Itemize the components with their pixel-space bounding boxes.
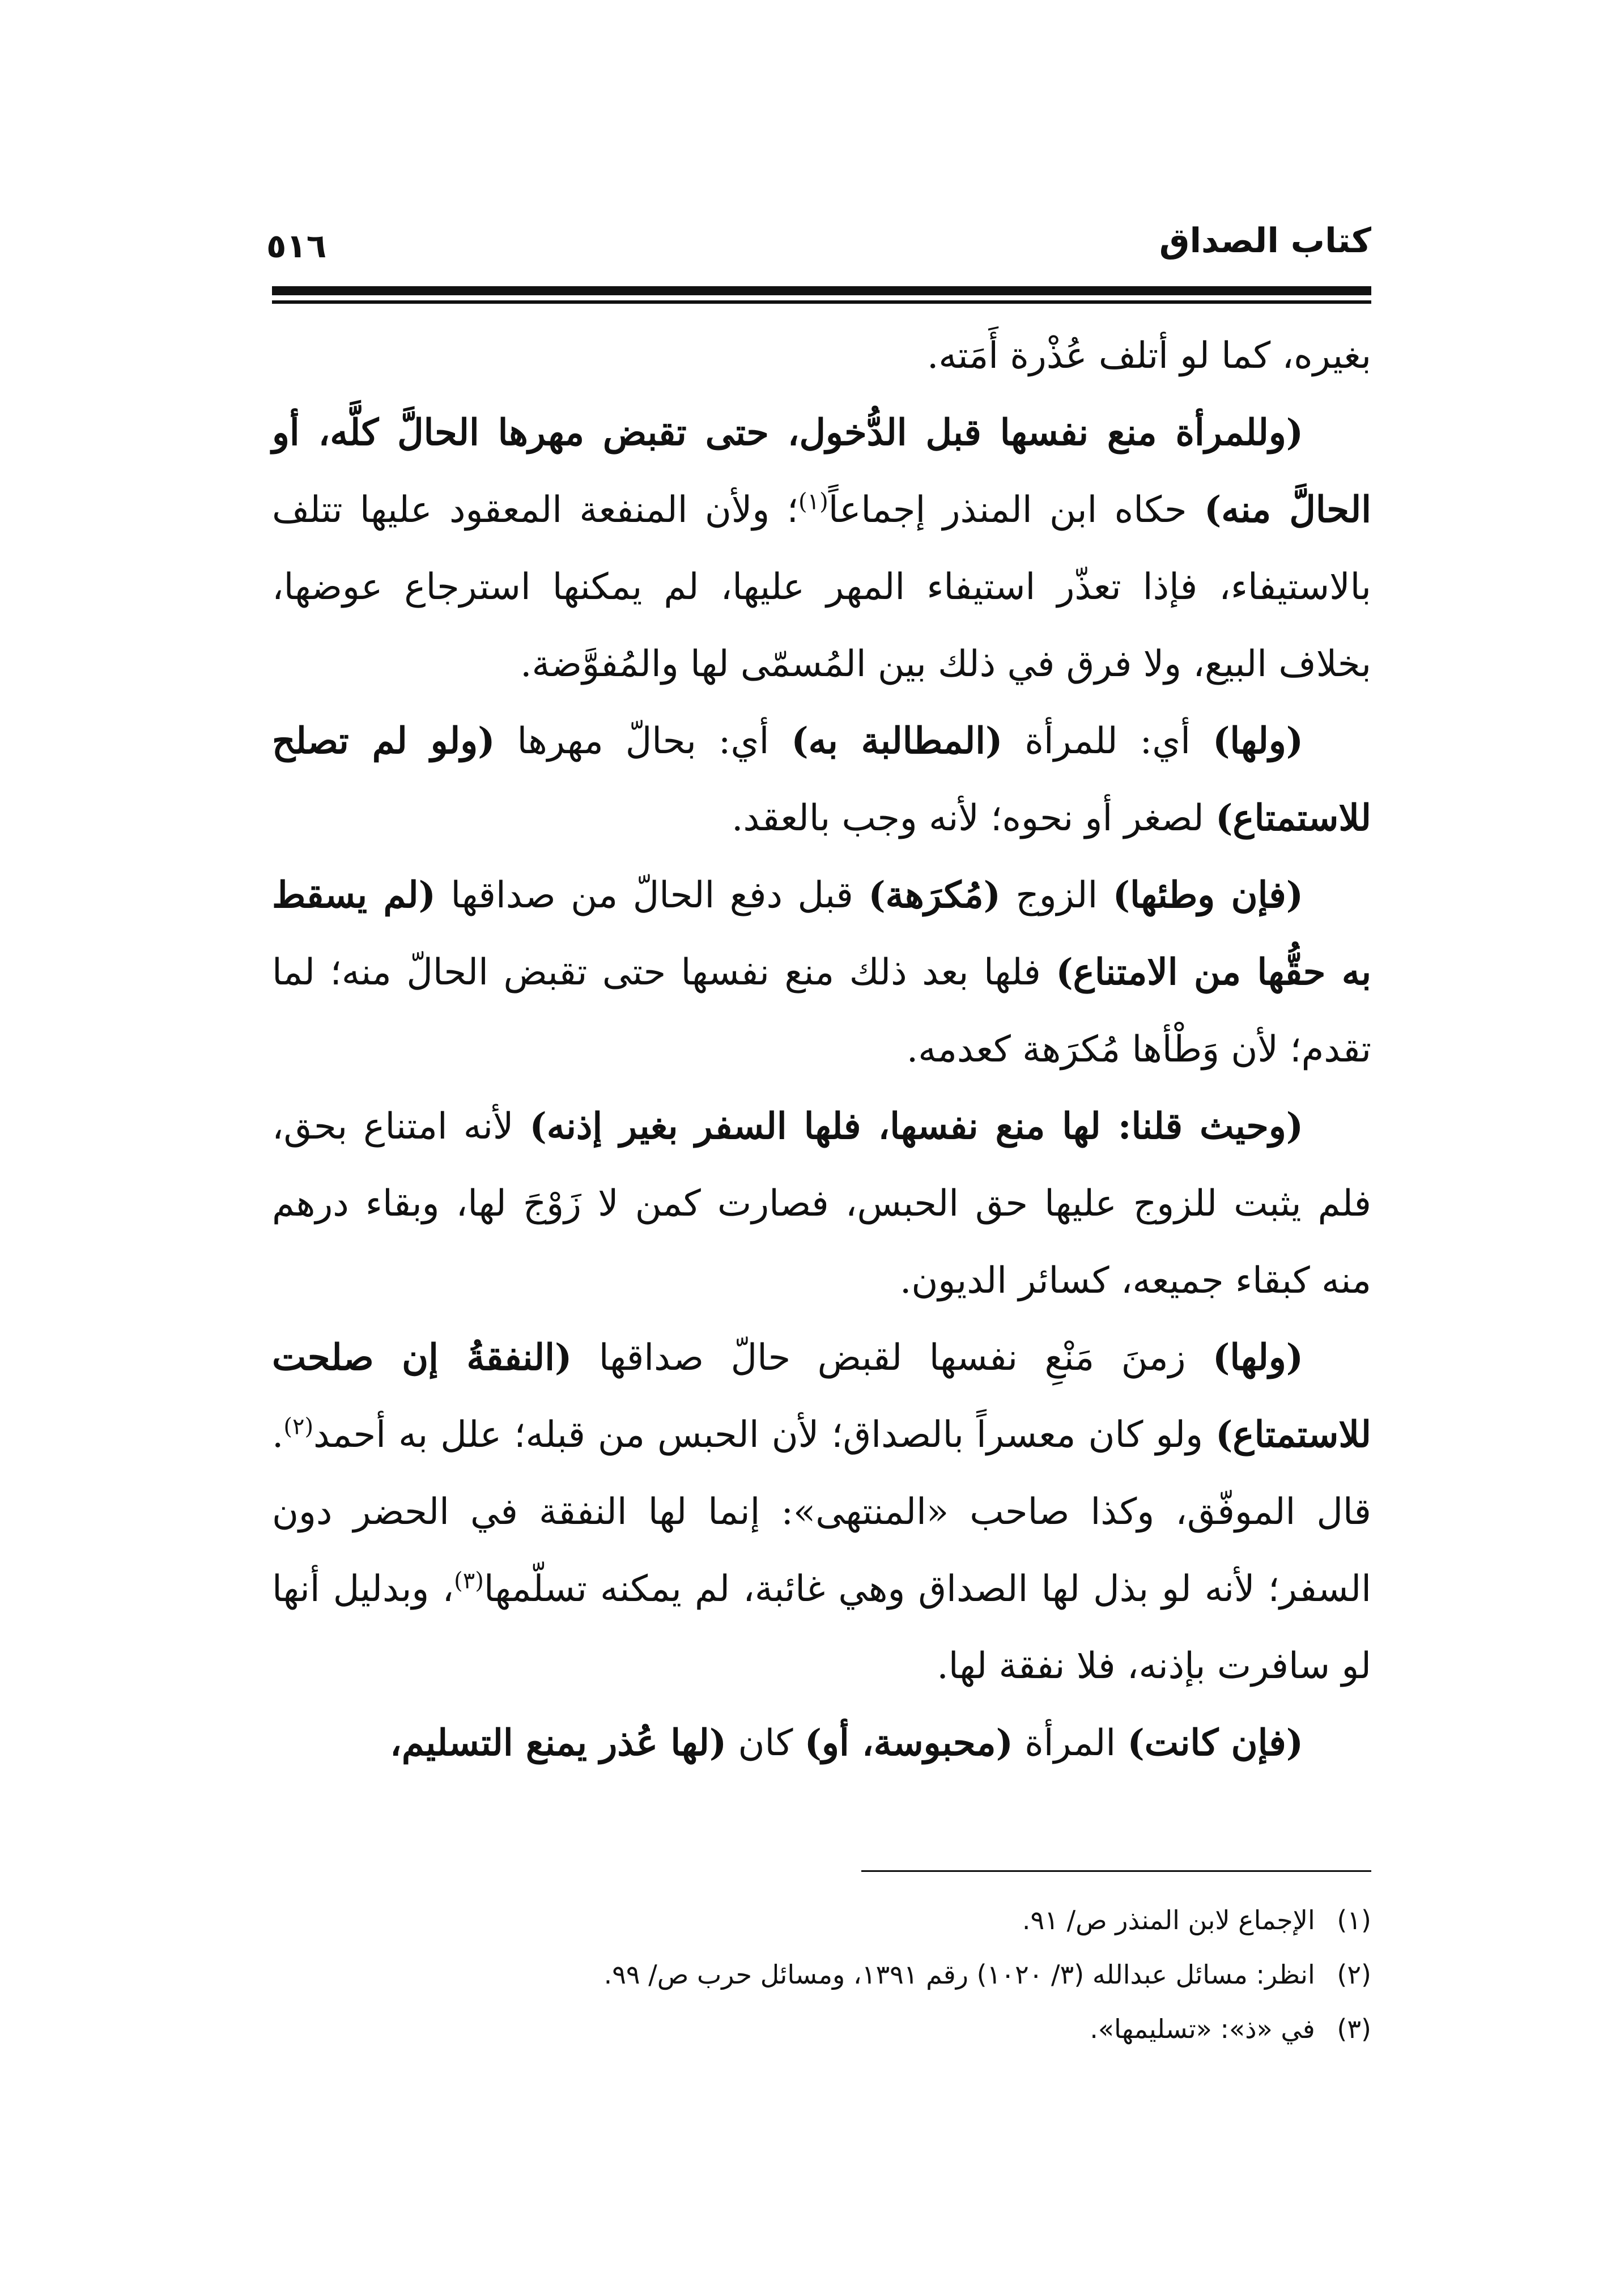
paragraph bbox=[272, 394, 1371, 703]
commentary-text: لأنه امتناع بحق، فلم يثبت للزوج عليها حق الحبس، فصارت كمن لا زَوْجَ لها، وبقاء درهم منه كبقاء جميعه، كسائر الديون. bbox=[272, 1106, 1372, 1302]
paragraph bbox=[272, 857, 1371, 1088]
commentary-text: قبل دفع الحالّ من صداقها bbox=[435, 874, 869, 916]
body-text bbox=[272, 317, 1371, 1782]
footnotes bbox=[272, 1893, 1371, 2056]
paragraph bbox=[272, 1088, 1371, 1319]
footnote-reference: (٢) bbox=[283, 1413, 314, 1440]
footnote bbox=[272, 1947, 1371, 2002]
matn-text: (محبوسة، أو) bbox=[804, 1722, 1013, 1764]
matn-text: (وحيث قلنا: لها منع نفسها، فلها السفر بغير إذنه) bbox=[529, 1105, 1304, 1148]
commentary-text: ، وبدليل أنها لو سافرت بإذنه، فلا نفقة لها. bbox=[272, 1568, 1371, 1687]
paragraph bbox=[272, 1705, 1371, 1782]
matn-text: (فإن كانت) bbox=[1127, 1722, 1303, 1764]
commentary-text: فلها بعد ذلك منع نفسها حتى تقبض الحالّ منه؛ لما تقدم؛ لأن وَطْأها مُكرَهة كعدمه. bbox=[272, 952, 1371, 1071]
matn-text: (ولها) bbox=[1213, 720, 1304, 762]
footnote-mark: (١) bbox=[1337, 1905, 1371, 1935]
paragraph bbox=[272, 703, 1371, 857]
matn-text: (ولو لم تصلح للاستمتاع) bbox=[272, 720, 1371, 839]
matn-text: (وللمرأة منع نفسها قبل الدُّخول، حتى تقبض مهرها الحالَّ كلَّه، أو الحالَّ منه) bbox=[272, 411, 1372, 531]
matn-text: (المطالبة به) bbox=[791, 720, 1003, 762]
header-rule-thin bbox=[272, 300, 1371, 304]
commentary-text: أي: للمرأة bbox=[1002, 720, 1213, 762]
footnote bbox=[272, 2002, 1371, 2056]
matn-text: (لم يسقط به حقُّها من الامتناع) bbox=[272, 874, 1372, 993]
header-rule-thick bbox=[272, 286, 1371, 295]
commentary-text: بغيره، كما لو أتلف عُذْرة أَمَته. bbox=[926, 335, 1371, 377]
footnote-reference: (٣) bbox=[454, 1568, 484, 1594]
matn-text: (لها عُذر يمنع التسليم، bbox=[390, 1722, 727, 1764]
matn-text: (ولها) bbox=[1213, 1336, 1304, 1379]
commentary-text: المرأة bbox=[1013, 1722, 1128, 1764]
running-title: كتاب الصداق bbox=[1159, 221, 1371, 261]
commentary-text: زمنَ مَنْعِ نفسها لقبض حالّ صداقها bbox=[572, 1337, 1213, 1379]
footnote-mark: (٢) bbox=[1337, 1959, 1371, 1990]
page-number: ٥١٦ bbox=[266, 227, 327, 265]
footnote-text: في «ذ»: «تسليمها». bbox=[1090, 2014, 1315, 2044]
matn-text: (فإن وطئها) bbox=[1112, 874, 1304, 916]
commentary-text: . قال الموفّق، وكذا صاحب «المنتهى»: إنما لها النفقة في الحضر دون السفر؛ لأنه لو بذل لها الصداق وهي غائبة، لم يمكنه تسلّمها bbox=[272, 1414, 1372, 1610]
commentary-text: لصغر أو نحوه؛ لأنه وجب بالعقد. bbox=[732, 797, 1216, 839]
footnote-reference: (١) bbox=[798, 489, 828, 515]
footnote-text: الإجماع لابن المنذر ص/ ٩١. bbox=[1022, 1905, 1315, 1935]
footnote-text: انظر: مسائل عبدالله (٣/ ١٠٢٠) رقم ١٣٩١، ومسائل حرب ص/ ٩٩. bbox=[603, 1959, 1315, 1990]
matn-text: (النفقةُ إن صلحت للاستمتاع) bbox=[272, 1336, 1371, 1456]
matn-text: (مُكرَهة) bbox=[868, 874, 1001, 916]
footnote-mark: (٣) bbox=[1337, 2014, 1371, 2044]
paragraph bbox=[272, 317, 1371, 394]
footnote-separator bbox=[861, 1870, 1371, 1872]
page-header bbox=[266, 221, 1371, 272]
commentary-text: كان bbox=[726, 1722, 805, 1764]
commentary-text: ؛ ولأن المنفعة المعقود عليها تتلف بالاستيفاء، فإذا تعذّر استيفاء المهر عليها، لم يمكنها استرجاع عوضها، بخلاف البيع، ولا فرق في ذلك بين المُسمّى لها والمُفوَّضة. bbox=[272, 489, 1371, 685]
commentary-text: الزوج bbox=[1000, 874, 1113, 916]
commentary-text: حكاه ابن المنذر إجماعاً bbox=[828, 489, 1204, 531]
commentary-text: أي: بحالّ مهرها bbox=[495, 720, 792, 762]
commentary-text: ولو كان معسراً بالصداق؛ لأن الحبس من قبله؛ علل به أحمد bbox=[313, 1414, 1216, 1456]
paragraph bbox=[272, 1319, 1371, 1705]
footnote bbox=[272, 1893, 1371, 1947]
